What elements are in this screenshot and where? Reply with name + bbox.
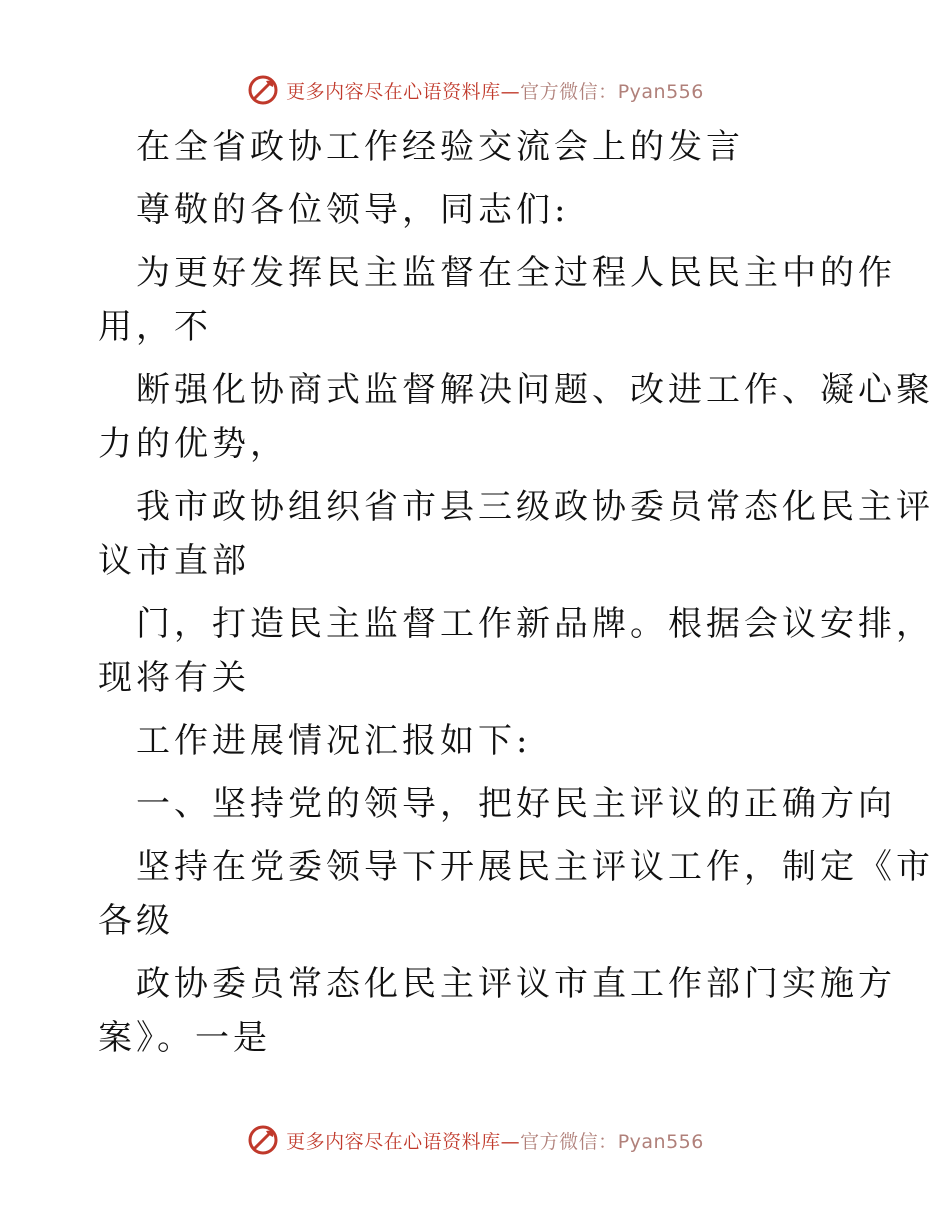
header-banner-main: 更多内容尽在心语资料库 (286, 80, 501, 103)
paragraph-line: 政协委员常态化民主评议市直工作部门实施方 (136, 964, 896, 1004)
footer-watermark-banner (0, 1120, 950, 1160)
paragraph-line: 我市政协组织省市县三级政协委员常态化民主评 (136, 487, 934, 527)
footer-banner-main: 更多内容尽在心语资料库 (286, 1130, 501, 1153)
header-banner-sep: — (500, 80, 521, 103)
paragraph-line: 为更好发挥民主监督在全过程人民民主中的作 (136, 253, 896, 293)
header-banner-text (286, 77, 704, 104)
paragraph-line: 案》。一是 (98, 1018, 271, 1058)
paragraph-line: 工作进展情况汇报如下: (136, 721, 532, 761)
paragraph-line: 现将有关 (98, 658, 250, 698)
salutation: 尊敬的各位领导，同志们: (136, 190, 570, 230)
header-banner-wechat-label: 官方微信： (520, 80, 618, 103)
footer-banner-text (286, 1127, 704, 1154)
quill-circle-logo-icon (246, 1123, 280, 1157)
paragraph-line: 力的优势， (98, 424, 288, 464)
header-watermark-banner (0, 70, 950, 110)
document-body (98, 120, 934, 1065)
paragraph-line: 用，不 (98, 307, 212, 347)
paragraph-line: 坚持在党委领导下开展民主评议工作，制定《市 (136, 847, 934, 887)
footer-banner-sep: — (500, 1130, 521, 1153)
footer-banner-wechat-id: Pyan556 (617, 1130, 704, 1153)
header-banner-wechat-id: Pyan556 (617, 80, 704, 103)
paragraph-line: 门，打造民主监督工作新品牌。根据会议安排， (136, 604, 934, 644)
paragraph-line: 断强化协商式监督解决问题、改进工作、凝心聚 (136, 370, 934, 410)
paragraph-line: 议市直部 (98, 541, 250, 581)
section-heading: 一、坚持党的领导，把好民主评议的正确方向 (136, 784, 896, 824)
footer-banner-wechat-label: 官方微信： (520, 1130, 618, 1153)
paragraph-line: 各级 (98, 901, 174, 941)
quill-circle-logo-icon (246, 73, 280, 107)
document-title: 在全省政协工作经验交流会上的发言 (136, 127, 744, 167)
